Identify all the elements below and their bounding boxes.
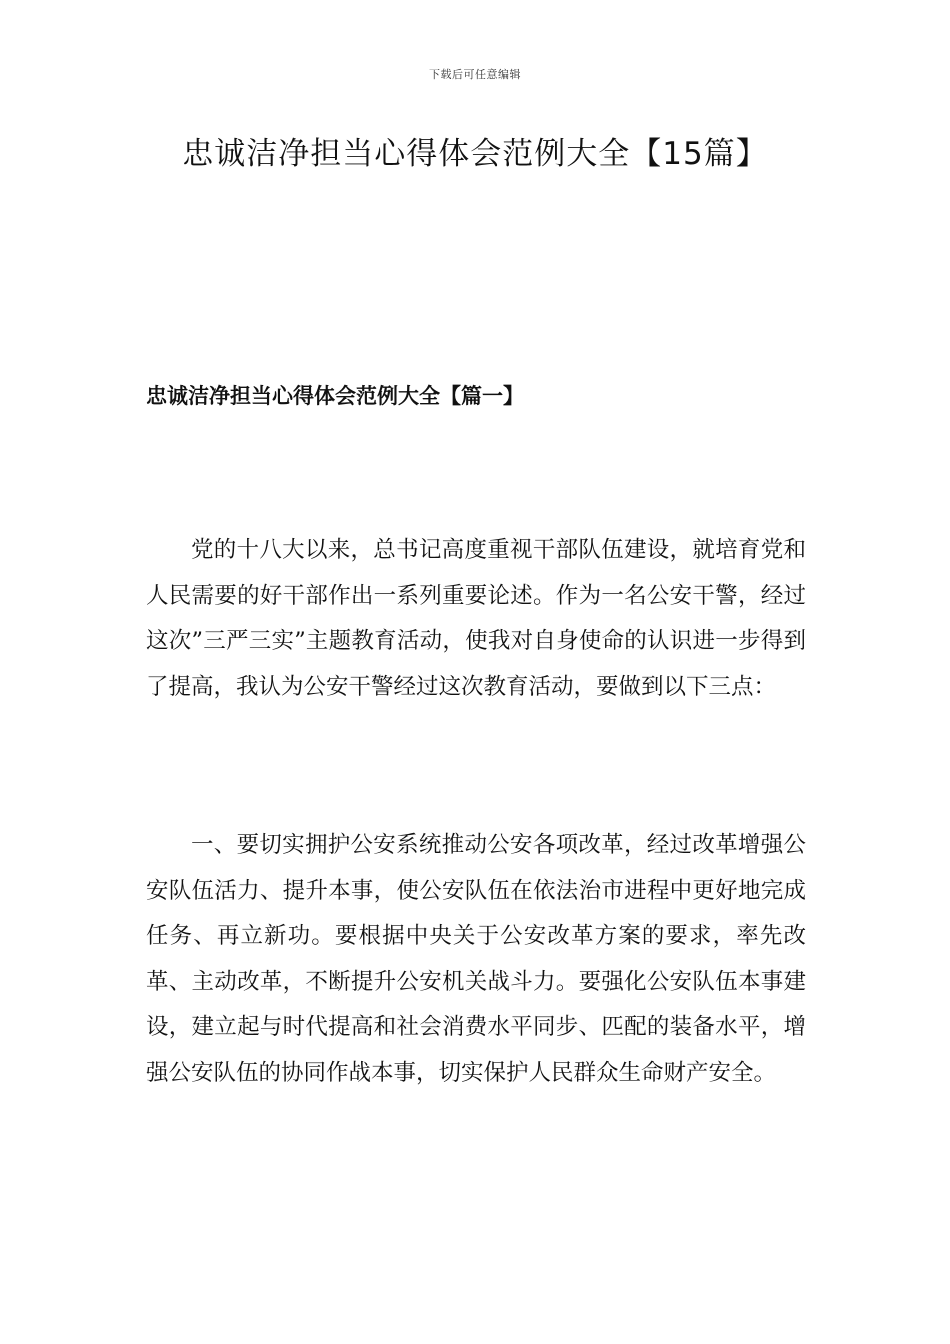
document-title: 忠诚洁净担当心得体会范例大全【15篇】 [182, 136, 768, 172]
header-note: 下载后可任意编辑 [429, 68, 521, 81]
body-paragraph-2: 一、要切实拥护公安系统推动公安各项改革，经过改革增强公安队伍活力、提升本事，使公安队伍在依法治市进程中更好地完成任务、再立新功。要根据中央关于公安改革方案的要求，率先改革、主动改革，不断提升公安机关战斗力。要强化公安队伍本事建设，建立起与时代提高和社会消费水平同步、匹配的装备水平，增强公安队伍的协同作战本事，切实保护人民群众生命财产安全。 [146, 832, 806, 1086]
body-paragraph-1: 党的十八大以来，总书记高度重视干部队伍建设，就培育党和人民需要的好干部作出一系列重要论述。作为一名公安干警，经过这次”三严三实”主题教育活动，使我对自身使命的认识进一步得到了提高，我认为公安干警经过这次教育活动，要做到以下三点： [146, 537, 806, 700]
section-heading: 忠诚洁净担当心得体会范例大全【篇一】 [146, 383, 524, 408]
